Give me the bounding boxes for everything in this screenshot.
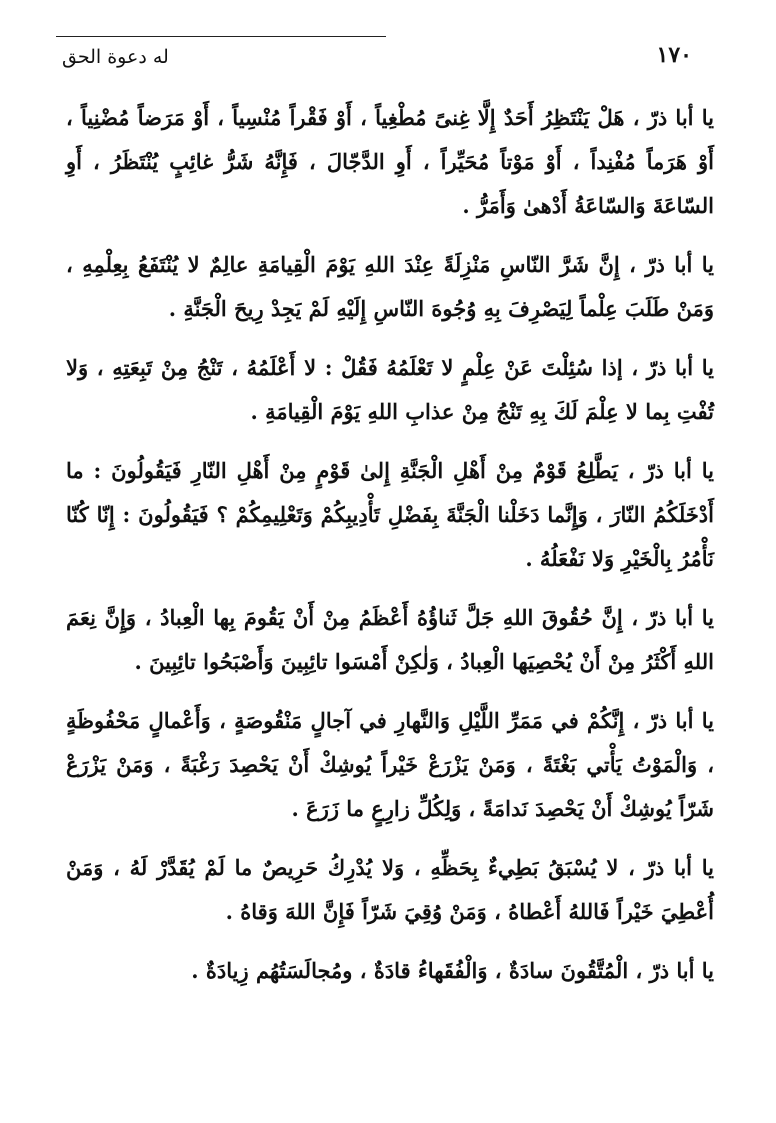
header-rule: [56, 36, 386, 37]
body-text: [66, 96, 714, 993]
paragraph-8: يا أبا ذرّ ، الْمُتَّقُونَ سادَةٌ ، وَالْفُقَهاءُ قادَةٌ ، ومُجالَسَتُهُم زِيادَةٌ .: [191, 958, 714, 983]
paragraph-2: يا أبا ذرّ ، إِنَّ شَرَّ النّاسِ مَنْزِلَةً عِنْدَ اللهِ يَوْمَ الْقِيامَةِ عالِمٌ لا يُنْتَفَعُ بِعِلْمِهِ ، وَمَنْ طَلَبَ عِلْماً لِيَصْرِفَ بِهِ وُجُوهَ النّاسِ إِلَيْهِ لَمْ يَجِدْ رِيحَ الْجَنَّةِ .: [66, 252, 714, 321]
running-title: له دعوة الحق: [62, 46, 169, 68]
paragraph-5: يا أبا ذرّ ، إِنَّ حُقُوقَ اللهِ جَلَّ ثَناؤُهُ أَعْظَمُ مِنْ أَنْ يَقُومَ بِها الْعِبادُ ، وَإِنَّ نِعَمَ اللهِ أَكْثَرُ مِنْ أَنْ يُحْصِيَها الْعِبادُ ، وَلٰكِنْ أَمْسَوا تائِبِينَ وَأَصْبَحُوا تائِبِينَ .: [66, 605, 714, 674]
page-number: ١٧٠: [656, 42, 692, 68]
paragraph-3: يا أبا ذرّ ، إذا سُئِلْتَ عَنْ عِلْمٍ لا تَعْلَمُهُ فَقُلْ : لا أَعْلَمُهُ ، تَنْجُ مِنْ تَبِعَتِهِ ، وَلا تُفْتِ بِما لا عِلْمَ لَكَ بِهِ تَنْجُ مِنْ عذابِ اللهِ يَوْمَ الْقِيامَةِ .: [66, 355, 714, 424]
paragraph-4: يا أبا ذرّ ، يَطَّلِعُ قَوْمٌ مِنْ أَهْلِ الْجَنَّةِ إِلىٰ قَوْمٍ مِنْ أَهْلِ النّارِ فَيَقُولُونَ : ما أَدْخَلَكُمُ النّارَ ، وَإِنَّما دَخَلْنا الْجَنَّةَ بِفَضْلِ تَأْدِيبِكُمْ وَتَعْلِيمِكُمْ ؟ فَيَقُولُونَ : إِنّا كُنّا نَأْمُرُ بِالْخَيْرِ وَلا نَفْعَلُهُ .: [66, 458, 714, 571]
paragraph-6: يا أبا ذرّ ، إِنَّكُمْ في مَمَرِّ اللَّيْلِ وَالنَّهارِ في آجالٍ مَنْقُوصَةٍ ، وَأَعْمالٍ مَحْفُوظَةٍ ، وَالْمَوْتُ يَأْتي بَغْتَةً ، وَمَنْ يَزْرَعْ خَيْراً يُوشِكْ أَنْ يَحْصِدَ رَغْبَةً ، وَمَنْ يَزْرَعْ شَرّاً يُوشِكْ أَنْ يَحْصِدَ نَدامَةً ، وَلِكُلِّ زارِعٍ ما زَرَعَ .: [66, 708, 714, 821]
paragraph-1: يا أبا ذرّ ، هَلْ يَنْتَظِرُ أَحَدٌ إِلَّا غِنىً مُطْغِياً ، أَوْ فَقْراً مُنْسِياً ، أَوْ مَرَضاً مُضْنِياً ، أَوْ هَرَماً مُفْنِداً ، أَوْ مَوْتاً مُحَيِّراً ، أَوِ الدَّجّالَ ، فَإِنَّهُ شَرُّ غائِبٍ يُنْتَظَرُ ، أَوِ السّاعَةَ وَالسّاعَةُ أَدْهىٰ وَأَمَرُّ .: [66, 105, 714, 218]
paragraph-7: يا أبا ذرّ ، لا يُسْبَقُ بَطِيءٌ بِحَظِّهِ ، وَلا يُدْرِكُ حَرِيصٌ ما لَمْ يُقَدَّرْ لَهُ ، وَمَنْ أُعْطِيَ خَيْراً فَاللهُ أَعْطاهُ ، وَمَنْ وُقِيَ شَرّاً فَإِنَّ اللهَ وَقاهُ .: [66, 855, 714, 924]
